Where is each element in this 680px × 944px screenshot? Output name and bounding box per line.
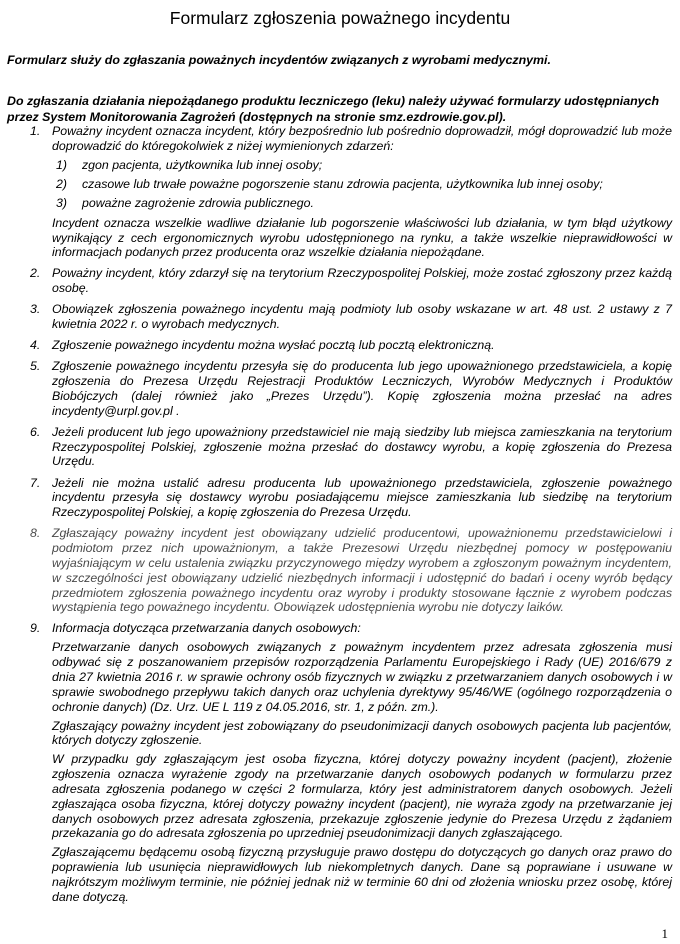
- sub-item-number: 1): [56, 157, 67, 172]
- item-text: Jeżeli producent lub jego upoważniony przedstawiciel nie mają siedziby lub miejsca zamieszkania na terytorium Rzeczypospolitej Polskiej, zgłoszenie można przesłać do dostawcy wyrobu, a kopię zgłoszenia do Prezesa Urzędu.: [52, 424, 672, 469]
- item-number: 9.: [30, 621, 41, 636]
- item-text: Poważny incydent, który zdarzył się na terytorium Rzeczypospolitej Polskiej, może zostać zgłoszony przez każdą osobę.: [52, 266, 672, 296]
- data-access-paragraph: Zgłaszającemu będącemu osobą fizyczną przysługuje prawo dostępu do dotyczących go danych oraz prawo do poprawienia lub usunięcia nieprawidłowych lub niekompletnych danych. Dane są poprawiane i usuwane w najkrótszym możliwym terminie, nie później jednak niż w terminie 60 dni od złożenia wniosku przez osobę, której dane dotyczą.: [52, 845, 672, 904]
- item-number: 7.: [30, 475, 41, 490]
- item-number: 8.: [30, 526, 41, 541]
- item-text: Obowiązek zgłoszenia poważnego incydentu mają podmioty lub osoby wskazane w art. 48 ust. 2 ustawy z 7 kwietnia 2022 r. o wyrobach medycznych.: [52, 302, 672, 332]
- item-number: 4.: [30, 338, 41, 353]
- sub-list: [52, 158, 672, 212]
- item-text: Zgłaszający poważny incydent jest obowiązany udzielić producentowi, upoważnionemu przedstawicielowi i podmiotom przez nich upoważnionym, a także Prezesowi Urzędu niezbędnej pomocy w postępowaniu wyjaśniającym w celu ustalenia związku przyczynowego między wyrobem a zgłoszonym poważnym incydentem, w szczególności jest obowiązany udzielić niezbędnych informacji i udostępnić do badań i oceny wyrób będący przedmiotem zgłoszenia poważnego incydentu oraz wyroby i produkty stosowane łącznie z wyrobem podczas wystąpienia tego poważnego incydentu. Obowiązek udostępnienia wyrobu nie dotyczy laików.: [52, 526, 672, 615]
- incident-definition: Incydent oznacza wszelkie wadliwe działanie lub pogorszenie właściwości lub działania, w tym błąd użytkowy wynikający z cech ergonomicznych wyrobu udostępnionego na rynku, a także wszelkie nieprawidłowości w informacjach podanych przez producenta oraz wszelkie działania niepożądane.: [52, 215, 672, 260]
- list-item: [0, 621, 680, 904]
- sub-item-number: 3): [56, 196, 67, 211]
- document-title: Formularz zgłoszenia poważnego incydentu: [169, 8, 511, 28]
- page-number: 1: [661, 926, 668, 941]
- item-number: 5.: [30, 359, 41, 374]
- sub-item-text: poważne zagrożenie zdrowia publicznego.: [82, 196, 314, 211]
- list-item: [0, 266, 680, 296]
- pseudonymization-paragraph: Zgłaszający poważny incydent jest zobowiązany do pseudonimizacji danych osobowych pacjenta lub pacjentów, których dotyczy zgłoszenie.: [52, 718, 672, 748]
- list-item: [0, 302, 680, 332]
- list-item: [0, 526, 680, 615]
- sub-item-text: zgon pacjenta, użytkownika lub innej osoby;: [82, 157, 323, 172]
- item-number: 1.: [30, 124, 41, 138]
- sub-list-item: [52, 196, 672, 211]
- item-text: Zgłoszenie poważnego incydentu przesyła się do producenta lub jego upoważnionego przedstawiciela, a kopię zgłoszenia do Prezesa Urzędu Rejestracji Produktów Leczniczych, Wyrobów Medycznych i Produktów Biobójczych (dalej również jako „Prezes Urzędu”). Kopię zgłoszenia można przesłać na adres incydenty@urpl.gov.pl .: [52, 359, 672, 418]
- instructions-list: [0, 124, 680, 911]
- item-text: Jeżeli nie można ustalić adresu producenta lub upoważnionego przedstawiciela, zgłoszenie poważnego incydentu przesyła się dostawcy wyrobu posiadającemu miejsce zamieszkania lub siedzibę na terytorium Rzeczypospolitej Polskiej, a kopię zgłoszenia do Prezesa Urzędu.: [52, 475, 672, 520]
- item-number: 2.: [30, 266, 41, 281]
- consent-paragraph: W przypadku gdy zgłaszającym jest osoba fizyczna, której dotyczy poważny incydent (pacjent), złożenie zgłoszenia oznacza wyrażenie zgody na przetwarzanie danych osobowych podanych w formularzu przez adresata zgłoszenia podanego w części 2 formularza, który jest administratorem danych osobowych. Jeżeli zgłaszająca osoba fizyczna, której dotyczy poważny incydent (pacjent), nie wyraża zgody na przetwarzanie jej danych osobowych przez adresata zgłoszenia, przekazuje zgłoszenie jedynie do Prezesa Urzędu z żądaniem przekazania go do adresata zgłoszenia po uprzedniej pseudonimizacji danych zgłaszającego.: [52, 752, 672, 841]
- form-purpose-statement: Formularz służy do zgłaszania poważnych incydentów związanych z wyrobami medycznymi.: [7, 53, 551, 67]
- list-item: [0, 338, 680, 353]
- drug-reporting-notice: Do zgłaszania działania niepożądanego produktu leczniczego (leku) należy używać formularzy udostępnianych przez System Monitorowania Zagrożeń (dostępnych na stronie smz.ezdrowie.gov.pl).: [7, 94, 660, 124]
- list-item: [0, 124, 680, 260]
- list-item: [0, 359, 680, 418]
- list-item: [0, 476, 680, 521]
- sub-list-item: [52, 158, 672, 173]
- item-text: Poważny incydent oznacza incydent, który bezpośrednio lub pośrednio doprowadził, mógł doprowadzić lub może doprowadzić do któregokolwiek z niżej wymienionych zdarzeń:: [52, 124, 672, 153]
- item-heading: Informacja dotycząca przetwarzania danych osobowych:: [52, 621, 361, 636]
- list-item: [0, 425, 680, 470]
- sub-item-text: czasowe lub trwałe poważne pogorszenie stanu zdrowia pacjenta, użytkownika lub innej osoby;: [82, 177, 603, 192]
- item-number: 3.: [30, 302, 41, 317]
- sub-list-item: [52, 177, 672, 192]
- gdpr-paragraph: Przetwarzanie danych osobowych związanych z poważnym incydentem przez adresata zgłoszenia musi odbywać się z poszanowaniem przepisów rozporządzenia Parlamentu Europejskiego i Rady (UE) 2016/679 z dnia 27 kwietnia 2016 r. w sprawie ochrony osób fizycznych w związku z przetwarzaniem danych osobowych i w sprawie swobodnego przepływu takich danych oraz uchylenia dyrektywy 95/46/WE (ogólnego rozporządzenia o ochronie danych) (Dz. Urz. UE L 119 z 04.05.2016, str. 1, z późn. zm.).: [52, 640, 672, 714]
- item-text: Zgłoszenie poważnego incydentu można wysłać pocztą lub pocztą elektroniczną.: [52, 338, 495, 353]
- item-number: 6.: [30, 424, 41, 439]
- sub-item-number: 2): [56, 177, 67, 192]
